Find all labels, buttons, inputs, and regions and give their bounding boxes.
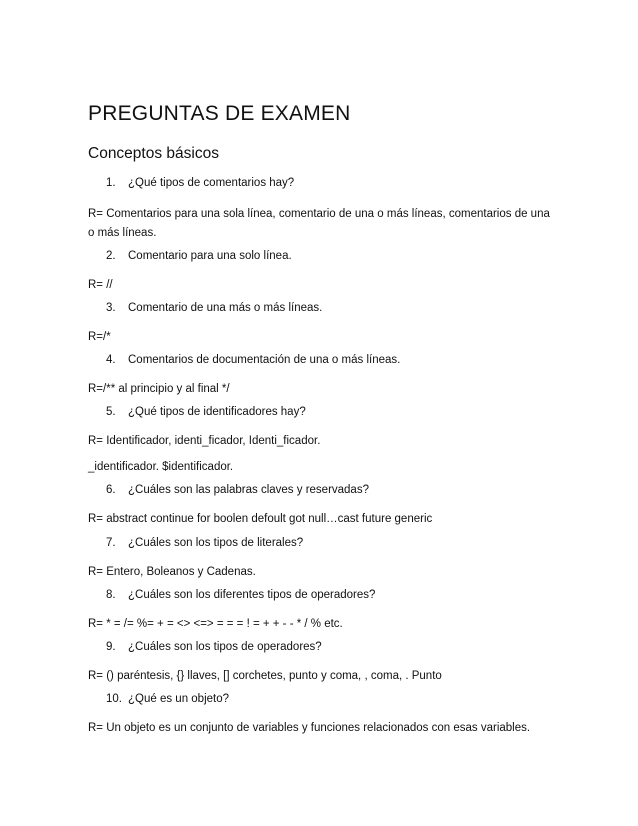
question-number: 8.: [106, 589, 116, 601]
question-text: Comentario para una solo línea.: [128, 250, 292, 262]
question-text: ¿Cuáles son los tipos de operadores?: [128, 641, 322, 653]
question-text: ¿Qué tipos de comentarios hay?: [128, 177, 295, 189]
question-6: [106, 484, 369, 496]
question-7: [106, 537, 303, 549]
question-number: 9.: [106, 641, 116, 653]
question-9: [106, 641, 322, 653]
answer-9: R= () paréntesis, {} llaves, [] corchetes, punto y coma, , coma, . Punto: [88, 670, 442, 682]
answer-2: R= //: [88, 279, 113, 291]
question-text: ¿Qué tipos de identificadores hay?: [128, 406, 306, 418]
question-number: 10.: [106, 693, 122, 705]
question-8: [106, 589, 375, 601]
section-subtitle: Conceptos básicos: [88, 145, 219, 162]
answer-5: R= Identificador, identi_ficador, Identi_ficador.: [88, 435, 321, 447]
question-3: [106, 302, 322, 314]
question-4: [106, 354, 400, 366]
question-number: 1.: [106, 177, 116, 189]
question-number: 3.: [106, 302, 116, 314]
answer-4: R=/** al principio y al final */: [88, 383, 230, 395]
question-text: ¿Cuáles son las palabras claves y reservadas?: [128, 484, 369, 496]
answer-10: R= Un objeto es un conjunto de variables y funciones relacionados con esas variables.: [88, 722, 531, 734]
document-title: PREGUNTAS DE EXAMEN: [88, 102, 351, 125]
question-number: 4.: [106, 354, 116, 366]
answer-3: R=/*: [88, 331, 111, 343]
question-number: 6.: [106, 484, 116, 496]
question-text: Comentarios de documentación de una o más líneas.: [128, 354, 401, 366]
question-text: ¿Cuáles son los tipos de literales?: [128, 537, 304, 549]
question-1: [106, 177, 294, 189]
question-5: [106, 406, 306, 418]
question-10: [106, 693, 229, 705]
question-text: ¿Cuáles son los diferentes tipos de operadores?: [128, 589, 376, 601]
answer-7: R= Entero, Boleanos y Cadenas.: [88, 566, 256, 578]
answer-6: R= abstract continue for boolen defoult got null…cast future generic: [88, 513, 433, 525]
question-2: [106, 250, 292, 262]
question-number: 5.: [106, 406, 116, 418]
question-number: 2.: [106, 250, 116, 262]
answer-5-continued: _identificador. $identificador.: [88, 461, 234, 473]
question-text: ¿Qué es un objeto?: [128, 693, 230, 705]
question-text: Comentario de una más o más líneas.: [128, 302, 323, 314]
answer-8: R= * = /= %= + = <> <=> = = = ! = + + - - * / % etc.: [88, 618, 343, 630]
answer-1: R= Comentarios para una sola línea, comentario de una o más líneas, comentarios de una o más líneas.: [88, 208, 550, 239]
question-number: 7.: [106, 537, 116, 549]
